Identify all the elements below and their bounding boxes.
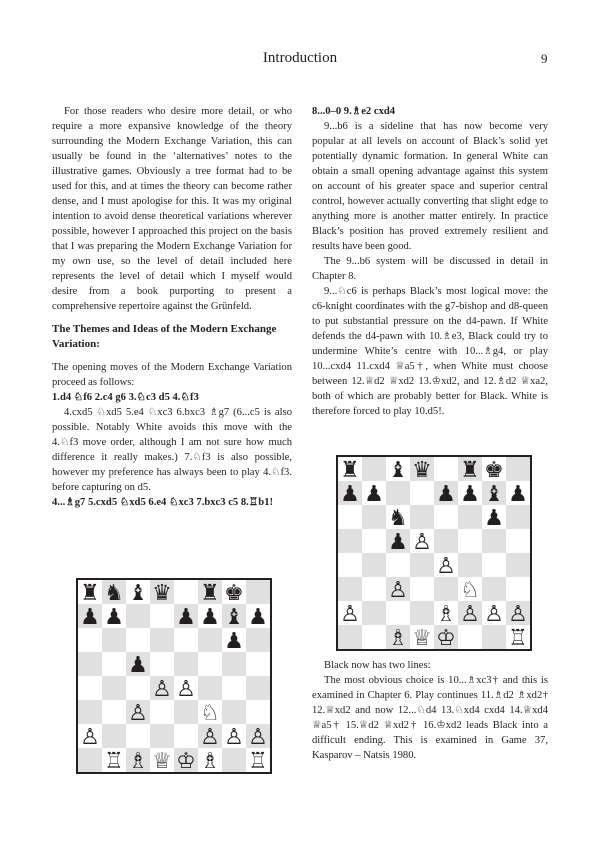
board-square	[246, 652, 270, 676]
board-square	[150, 604, 174, 628]
white-rook-piece: ♖	[508, 626, 528, 649]
board-square	[150, 628, 174, 652]
board-square	[482, 553, 506, 577]
black-queen-piece: ♛	[412, 458, 432, 483]
board-square	[410, 481, 434, 505]
white-pawn-piece: ♙	[412, 530, 432, 555]
board-square	[458, 553, 482, 577]
chessboard	[338, 457, 530, 649]
board-square	[434, 577, 458, 601]
white-pawn-piece: ♙	[224, 725, 244, 750]
black-pawn-piece: ♟	[104, 605, 124, 630]
board-square	[482, 529, 506, 553]
board-square	[246, 580, 270, 604]
black-pawn-piece: ♟	[200, 605, 220, 630]
board-square	[102, 724, 126, 748]
black-pawn-piece: ♟	[388, 530, 408, 555]
board-square	[338, 625, 362, 649]
board-square	[78, 748, 102, 772]
board-square	[246, 676, 270, 700]
board-square	[126, 724, 150, 748]
board-square	[102, 700, 126, 724]
board-square	[78, 676, 102, 700]
board-square	[174, 724, 198, 748]
chess-diagram-2	[336, 455, 532, 651]
board-square	[458, 529, 482, 553]
board-square	[362, 601, 386, 625]
board-square	[338, 577, 362, 601]
white-pawn-piece: ♙	[436, 554, 456, 579]
board-square	[506, 553, 530, 577]
board-square	[150, 652, 174, 676]
board-square	[410, 577, 434, 601]
board-square	[222, 652, 246, 676]
white-knight-piece: ♘	[460, 578, 480, 603]
left-column	[52, 104, 292, 510]
board-square	[362, 553, 386, 577]
board-square	[338, 505, 362, 529]
white-bishop-piece: ♗	[200, 749, 220, 772]
section-heading: The Themes and Ideas of the Modern Exchange Variation:	[52, 323, 277, 350]
black-bishop-piece: ♝	[484, 482, 504, 507]
chessboard	[78, 580, 270, 772]
black-pawn-piece: ♟	[364, 482, 384, 507]
black-knight-piece: ♞	[388, 506, 408, 531]
board-square	[78, 628, 102, 652]
board-square	[362, 457, 386, 481]
board-square	[246, 700, 270, 724]
board-square	[102, 652, 126, 676]
board-square	[246, 628, 270, 652]
black-pawn-piece: ♟	[128, 653, 148, 678]
white-bishop-piece: ♗	[388, 626, 408, 649]
board-square	[482, 625, 506, 649]
black-rook-piece: ♜	[200, 581, 220, 606]
white-pawn-piece: ♙	[80, 725, 100, 750]
board-square	[78, 652, 102, 676]
white-pawn-piece: ♙	[176, 677, 196, 702]
board-square	[458, 625, 482, 649]
white-pawn-piece: ♙	[248, 725, 268, 750]
paragraph: 4.cxd5 ♘xd5 5.e4 ♘xc3 6.bxc3 ♗g7 (6...c5 is also possible. Notably White avoids this move with the 4.♘f3 move order, although I am not sure how much difference it really makes.) 7.♘f3 is also possible, however my preference has always been to play 4.♘f3. before capturing on d5.	[52, 407, 292, 493]
board-square	[338, 529, 362, 553]
board-square	[102, 628, 126, 652]
board-square	[126, 628, 150, 652]
board-square	[78, 700, 102, 724]
board-square	[458, 505, 482, 529]
white-rook-piece: ♖	[248, 749, 268, 772]
page-header	[0, 50, 600, 70]
main-line-moves: 4...♗g7 5.cxd5 ♘xd5 6.e4 ♘xc3 7.bxc3 c5 8.♖b1!	[52, 497, 274, 508]
page-number: 9	[541, 51, 548, 66]
board-square	[198, 652, 222, 676]
white-knight-piece: ♘	[200, 701, 220, 726]
paragraph: For those readers who desire more detail, or who require a more expansive knowledge of the theory surrounding the Modern Exchange Variation, this can usually be found in the ‘alternatives’ notes to the illustrative games. Obviously a tree format had to be used for this, and at times the theory can become rather dense, and I must apologise for this. It was my original intention to avoid dense theoretical variations wherever possible, however I approached this project on the basis that I was preparing the Modern Exchange Variation for my own use, so the level of detail included here represents the level of detail which I myself would desire from a book purporting to present a comprehensive repertoire against the Grünfeld.	[52, 106, 292, 312]
black-bishop-piece: ♝	[128, 581, 148, 606]
white-rook-piece: ♖	[104, 749, 124, 772]
black-pawn-piece: ♟	[484, 506, 504, 531]
black-knight-piece: ♞	[104, 581, 124, 606]
black-pawn-piece: ♟	[224, 629, 244, 654]
board-square	[410, 601, 434, 625]
paragraph: 9...♘c6 is perhaps Black’s most logical move: the c6-knight coordinates with the g7-bishop and d8-queen to put substantial pressure on the d4-pawn. If White defends the d4-pawn with 10.♗e3, Black could try to undermine White’s centre with 10...♗g4, or play 10...cxd4 11.cxd4 ♕a5†, when White must choose between 12.♕d2 ♕xd2 13.♔xd2, and 12.♗d2 ♕xa2, both of which are probably better for Black. White is therefore forced to play 10.d5!.	[312, 286, 548, 417]
board-square	[174, 652, 198, 676]
white-pawn-piece: ♙	[460, 602, 480, 627]
board-square	[362, 577, 386, 601]
white-bishop-piece: ♗	[128, 749, 148, 772]
white-pawn-piece: ♙	[340, 602, 360, 627]
board-square	[506, 529, 530, 553]
board-square	[362, 529, 386, 553]
black-king-piece: ♚	[484, 458, 504, 483]
black-pawn-piece: ♟	[508, 482, 528, 507]
board-square	[482, 577, 506, 601]
white-pawn-piece: ♙	[484, 602, 504, 627]
right-column	[312, 104, 548, 419]
board-square	[198, 628, 222, 652]
black-rook-piece: ♜	[340, 458, 360, 483]
board-square	[150, 724, 174, 748]
board-square	[174, 580, 198, 604]
board-square	[506, 577, 530, 601]
board-square	[362, 625, 386, 649]
white-king-piece: ♔	[436, 626, 456, 649]
board-square	[222, 676, 246, 700]
chapter-title: Introduction	[262, 50, 338, 66]
paragraph: The 9...b6 system will be discussed in detail in Chapter 8.	[312, 256, 548, 282]
board-square	[362, 505, 386, 529]
black-pawn-piece: ♟	[340, 482, 360, 507]
board-square	[434, 505, 458, 529]
white-pawn-piece: ♙	[508, 602, 528, 627]
right-column-lower	[312, 658, 548, 763]
board-square	[386, 481, 410, 505]
main-line-moves: 8...0–0 9.♗e2 cxd4	[312, 106, 396, 117]
black-rook-piece: ♜	[460, 458, 480, 483]
board-square	[434, 457, 458, 481]
board-square	[126, 604, 150, 628]
board-square	[150, 700, 174, 724]
black-pawn-piece: ♟	[80, 605, 100, 630]
board-square	[174, 628, 198, 652]
board-square	[102, 676, 126, 700]
board-square	[222, 748, 246, 772]
black-pawn-piece: ♟	[460, 482, 480, 507]
paragraph: The opening moves of the Modern Exchange Variation proceed as follows:	[52, 362, 292, 388]
white-queen-piece: ♕	[412, 626, 432, 649]
black-queen-piece: ♛	[152, 581, 172, 606]
white-pawn-piece: ♙	[152, 677, 172, 702]
board-square	[410, 505, 434, 529]
black-king-piece: ♚	[224, 581, 244, 606]
paragraph: The most obvious choice is 10...♗xc3† and this is examined in Chapter 6. Play continues 11.♗d2 ♗xd2† 12.♕xd2 and now 12...♘d4 13.♘xd4 cxd4 14.♕xd4 ♕a5† 15.♕d2 ♕xd2† 16.♔xd2 leads Black into a difficult ending. This is examined in Game 37, Kasparov – Natsis 1980.	[312, 675, 548, 761]
white-bishop-piece: ♗	[436, 602, 456, 627]
chess-diagram-1	[76, 578, 272, 774]
white-queen-piece: ♕	[152, 749, 172, 772]
black-pawn-piece: ♟	[436, 482, 456, 507]
white-pawn-piece: ♙	[128, 701, 148, 726]
board-square	[338, 553, 362, 577]
main-line-moves: 1.d4 ♘f6 2.c4 g6 3.♘c3 d5 4.♘f3	[52, 392, 199, 403]
board-square	[174, 700, 198, 724]
board-square	[198, 676, 222, 700]
board-square	[386, 601, 410, 625]
board-square	[410, 553, 434, 577]
white-king-piece: ♔	[176, 749, 196, 772]
paragraph: Black now has two lines:	[324, 660, 431, 671]
black-rook-piece: ♜	[80, 581, 100, 606]
board-square	[126, 676, 150, 700]
black-pawn-piece: ♟	[248, 605, 268, 630]
board-square	[506, 505, 530, 529]
paragraph: 9...b6 is a sideline that has now become very popular at all levels on account of Black’s solid yet potentially dynamic formation. In general White can obtain a small opening advantage against this system on account of his greater space and superior central control, however actually converting that slight edge to anything more is another matter entirely. In practice Black’s position has proved extremely resilient and results have been good.	[312, 121, 548, 252]
board-square	[222, 700, 246, 724]
board-square	[506, 457, 530, 481]
black-pawn-piece: ♟	[176, 605, 196, 630]
white-pawn-piece: ♙	[200, 725, 220, 750]
black-bishop-piece: ♝	[224, 605, 244, 630]
board-square	[386, 553, 410, 577]
black-bishop-piece: ♝	[388, 458, 408, 483]
white-pawn-piece: ♙	[388, 578, 408, 603]
board-square	[434, 529, 458, 553]
